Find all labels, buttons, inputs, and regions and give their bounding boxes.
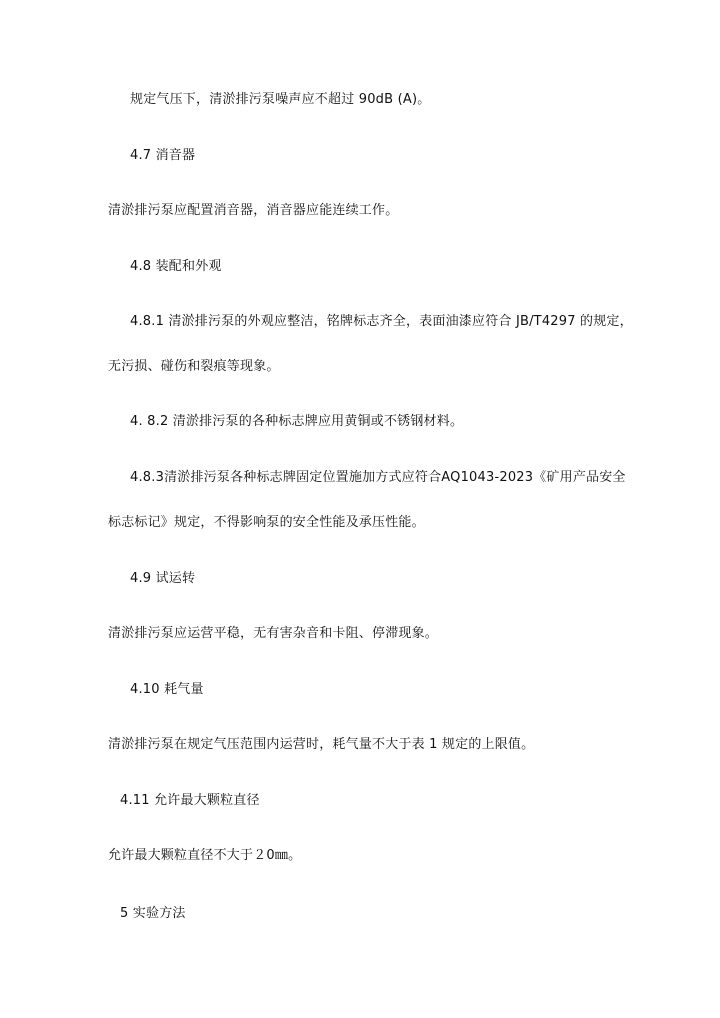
paragraph-max-particle: 允许最大颗粒直径不大于２0㎜。 [108,848,302,863]
paragraph-4-8-2: 4. 8.2 清淤排污泵的各种标志牌应用黄铜或不锈钢材料。 [130,414,464,429]
section-heading-4-9: 4.9 试运转 [130,571,196,586]
paragraph-4-8-3-line2: 标志标记》规定，不得影响泵的安全性能及承压性能。 [108,515,425,530]
paragraph-4-8-1-line1: 4.8.1 清淤排污泵的外观应整洁，铭牌标志齐全，表面油漆应符合 JB/T4297 的规定， [130,314,633,329]
section-heading-4-7: 4.7 消音器 [130,148,196,163]
paragraph-trial-run: 清淤排污泵应运营平稳，无有害杂音和卡阻、停滞现象。 [108,626,439,641]
paragraph-muffler: 清淤排污泵应配置消音器，消音器应能连续工作。 [108,203,399,218]
section-heading-5: 5 实验方法 [120,906,186,921]
paragraph-4-8-1-line2: 无污损、碰伤和裂痕等现象。 [108,359,280,374]
paragraph-4-8-3-line1: 4.8.3清淤排污泵各种标志牌固定位置施加方式应符合AQ1043-2023《矿用产品安全 [130,470,626,485]
section-heading-4-10: 4.10 耗气量 [130,682,204,697]
paragraph-noise-requirement: 规定气压下，清淤排污泵噪声应不超过 90dB (A)。 [130,92,431,107]
section-heading-4-8: 4.8 装配和外观 [130,259,222,274]
paragraph-air-consumption: 清淤排污泵在规定气压范围内运营时，耗气量不大于表 1 规定的上限值。 [108,737,535,752]
section-heading-4-11: 4.11 允许最大颗粒直径 [120,793,260,808]
